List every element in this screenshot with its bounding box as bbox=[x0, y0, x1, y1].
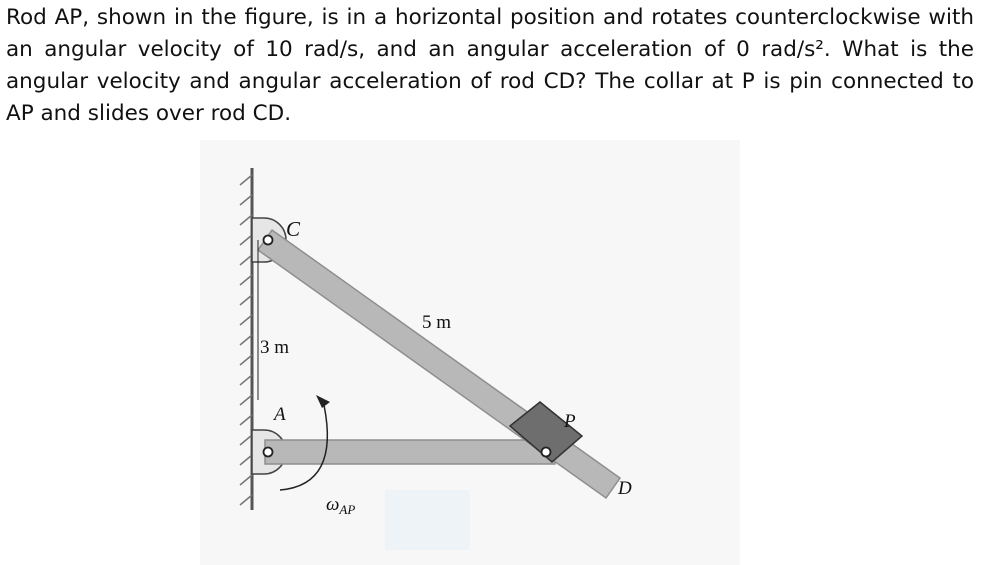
label-d: D bbox=[618, 478, 632, 499]
problem-statement: Rod AP, shown in the figure, is in a horizontal position and rotates counterclockwise with an angular velocity of 10 rad/s, and an angular acceleration of 0 rad/s². What is the angular velocity and angular acceleration of rod CD? The collar at P is pin connected to AP and slides over rod CD. bbox=[6, 5, 974, 126]
label-5m: 5 m bbox=[422, 312, 452, 333]
rod-ap bbox=[265, 440, 555, 464]
blank-patch bbox=[385, 490, 470, 550]
pin-p bbox=[542, 448, 551, 457]
label-3m: 3 m bbox=[260, 337, 290, 358]
pin-a bbox=[264, 448, 273, 457]
label-p: P bbox=[564, 411, 576, 432]
pin-c bbox=[264, 236, 273, 245]
mechanism-figure bbox=[200, 140, 740, 565]
mechanism-diagram bbox=[200, 140, 740, 565]
label-a: A bbox=[274, 404, 286, 425]
label-c: C bbox=[286, 217, 301, 241]
label-omega: $\omega_{AP}$ bbox=[326, 494, 356, 517]
